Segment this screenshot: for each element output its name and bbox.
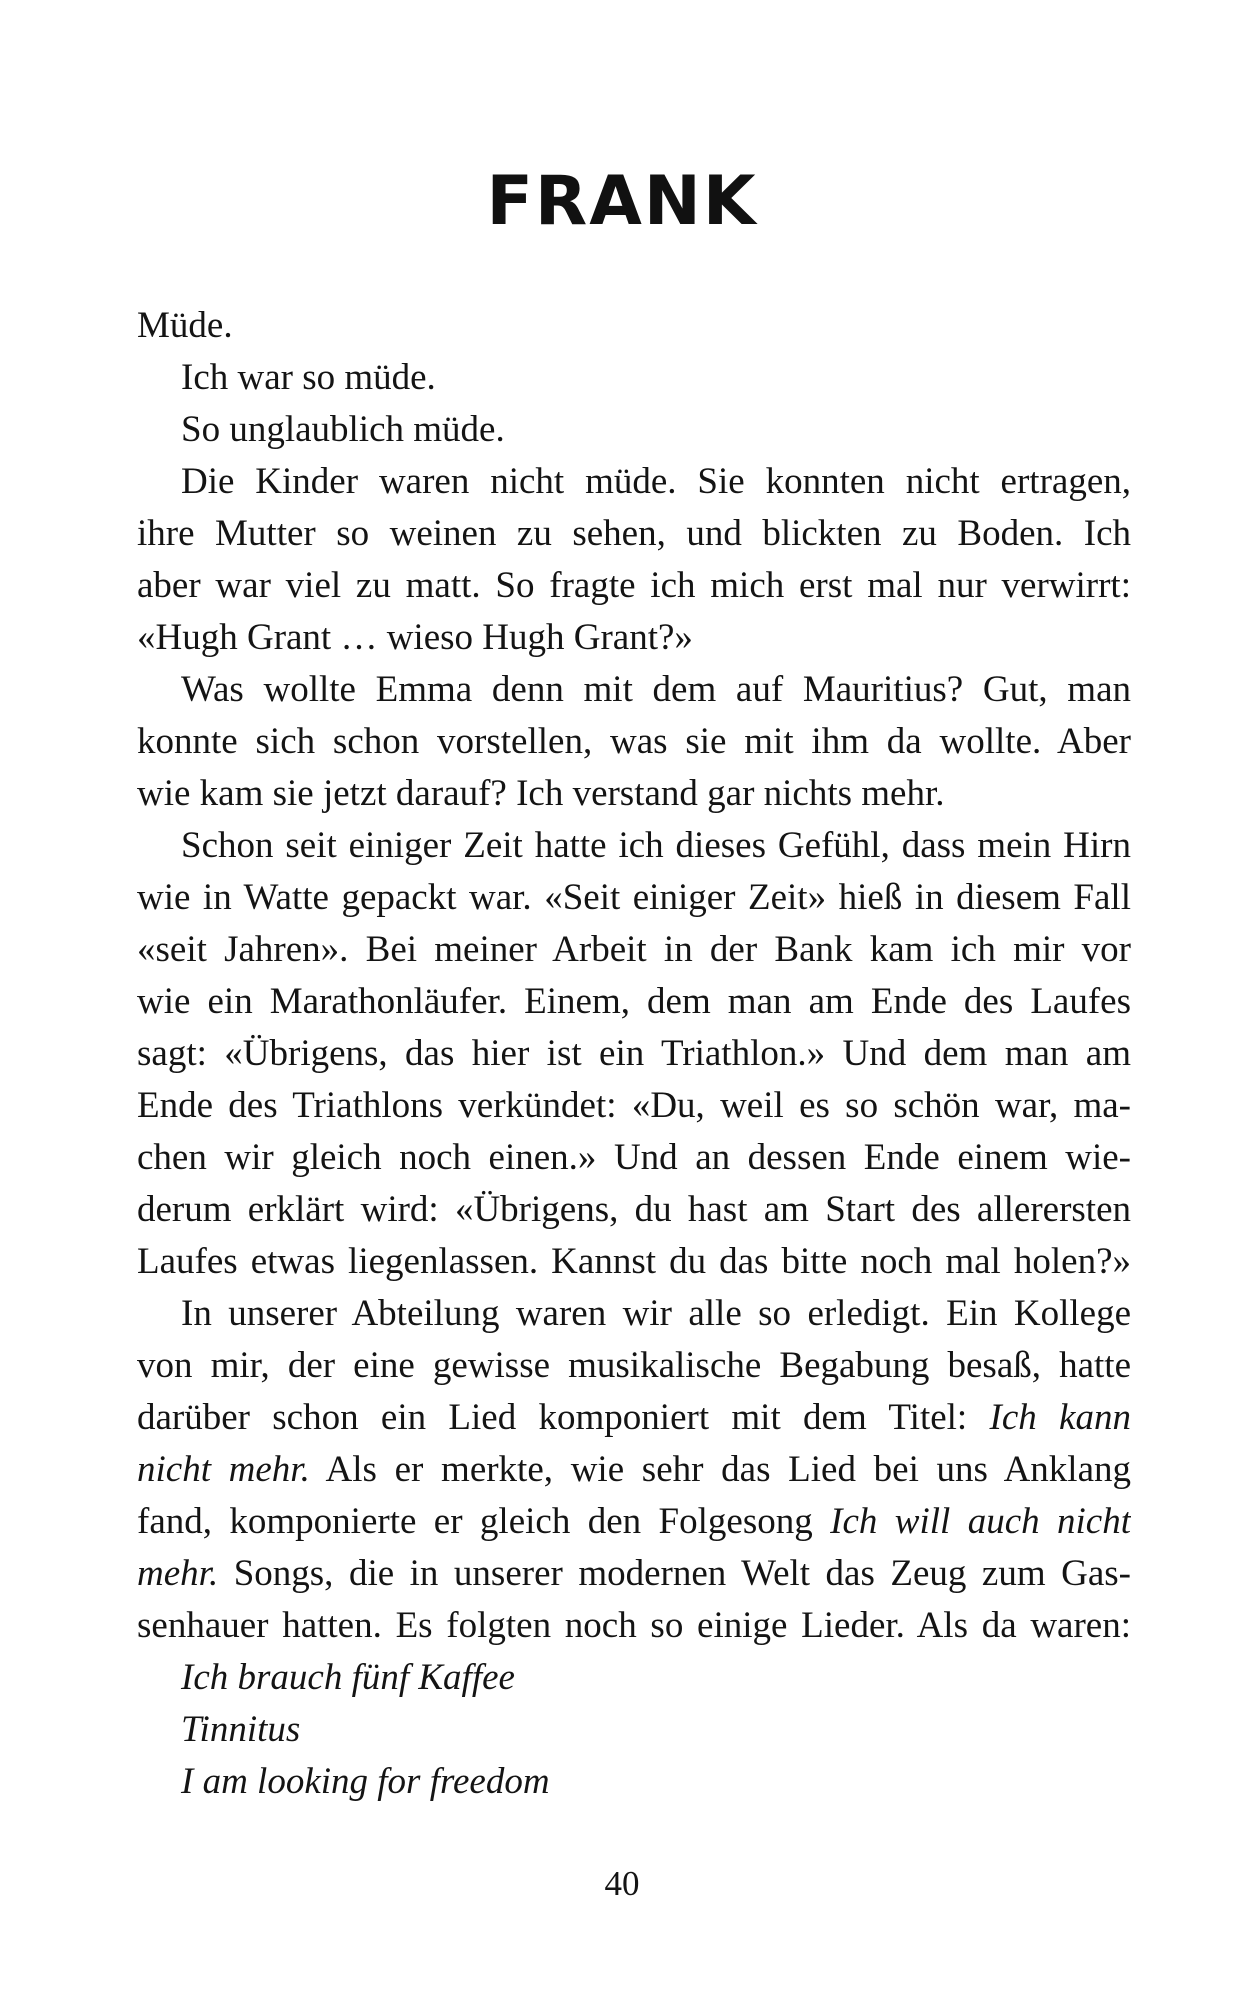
text-line xyxy=(137,1652,1131,1704)
text-segment: darüber schon ein Lied komponiert mit dem Titel: xyxy=(137,1397,990,1438)
italic-text-segment: I am looking for freedom xyxy=(181,1761,550,1802)
text-line xyxy=(137,612,1131,664)
text-line xyxy=(137,1132,1131,1184)
text-segment: wie in Watte gepackt war. «Seit einiger Zeit» hieß in diesem Fall xyxy=(137,877,1131,918)
text-segment: In unserer Abteilung waren wir alle so erledigt. Ein Kollege xyxy=(181,1293,1131,1334)
text-segment: wie kam sie jetzt darauf? Ich verstand gar nichts mehr. xyxy=(137,773,945,814)
text-line xyxy=(137,508,1131,560)
italic-text-segment: Ich brauch fünf Kaffee xyxy=(181,1657,515,1698)
text-line xyxy=(137,1288,1131,1340)
italic-text-segment: mehr. xyxy=(137,1553,219,1594)
text-line xyxy=(137,404,1131,456)
text-line xyxy=(137,1600,1131,1652)
text-segment: Müde. xyxy=(137,305,233,346)
text-segment: Songs, die in unserer modernen Welt das Zeug zum Gas- xyxy=(218,1553,1131,1594)
text-line xyxy=(137,768,1131,820)
body-text xyxy=(137,300,1131,1808)
text-segment: So unglaublich müde. xyxy=(181,409,505,450)
text-segment: derum erklärt wird: «Übrigens, du hast am Start des allerersten xyxy=(137,1189,1131,1230)
text-line xyxy=(137,1444,1131,1496)
text-segment: chen wir gleich noch einen.» Und an dessen Ende einem wie- xyxy=(137,1137,1131,1178)
text-line xyxy=(137,924,1131,976)
text-segment: Die Kinder waren nicht müde. Sie konnten nicht ertragen, xyxy=(181,461,1131,502)
text-line xyxy=(137,1184,1131,1236)
text-line xyxy=(137,456,1131,508)
text-line xyxy=(137,1756,1131,1808)
text-line xyxy=(137,352,1131,404)
text-segment: sagt: «Übrigens, das hier ist ein Triathlon.» Und dem man am xyxy=(137,1033,1131,1074)
text-line xyxy=(137,872,1131,924)
text-segment: aber war viel zu matt. So fragte ich mich erst mal nur verwirrt: xyxy=(137,565,1131,606)
text-segment: Ich war so müde. xyxy=(181,357,436,398)
text-line xyxy=(137,1704,1131,1756)
text-line xyxy=(137,1028,1131,1080)
text-segment: «seit Jahren». Bei meiner Arbeit in der Bank kam ich mir vor xyxy=(137,929,1131,970)
text-line xyxy=(137,1236,1131,1288)
text-segment: ihre Mutter so weinen zu sehen, und blickten zu Boden. Ich xyxy=(137,513,1131,554)
italic-text-segment: Ich kann xyxy=(989,1397,1131,1438)
text-segment: Ende des Triathlons verkündet: «Du, weil es so schön war, ma- xyxy=(137,1085,1131,1126)
text-line xyxy=(137,1496,1131,1548)
text-segment: Laufes etwas liegenlassen. Kannst du das bitte noch mal holen?» xyxy=(137,1241,1131,1282)
page-number: 40 xyxy=(604,1864,640,1903)
text-segment: Schon seit einiger Zeit hatte ich dieses Gefühl, dass mein Hirn xyxy=(181,825,1131,866)
text-line xyxy=(137,976,1131,1028)
text-line xyxy=(137,300,1131,352)
text-line xyxy=(137,1340,1131,1392)
text-line xyxy=(137,664,1131,716)
text-segment: wie ein Marathonläufer. Einem, dem man am Ende des Laufes xyxy=(137,981,1131,1022)
text-segment: Was wollte Emma denn mit dem auf Mauritius? Gut, man xyxy=(181,669,1131,710)
chapter-title: FRANK xyxy=(486,162,758,241)
text-line xyxy=(137,1080,1131,1132)
italic-text-segment: Tinnitus xyxy=(181,1709,301,1750)
text-line xyxy=(137,716,1131,768)
text-segment: von mir, der eine gewisse musikalische Begabung besaß, hatte xyxy=(137,1345,1131,1386)
text-line xyxy=(137,560,1131,612)
italic-text-segment: Ich will auch nicht xyxy=(830,1501,1131,1542)
text-segment: «Hugh Grant … wieso Hugh Grant?» xyxy=(137,617,693,658)
text-segment: Als er merkte, wie sehr das Lied bei uns Anklang xyxy=(309,1449,1131,1490)
text-segment: senhauer hatten. Es folgten noch so einige Lieder. Als da waren: xyxy=(137,1605,1131,1646)
italic-text-segment: nicht mehr. xyxy=(137,1449,310,1490)
text-line xyxy=(137,820,1131,872)
text-line xyxy=(137,1548,1131,1600)
text-segment: fand, komponierte er gleich den Folgesong xyxy=(137,1501,831,1542)
text-segment: konnte sich schon vorstellen, was sie mit ihm da wollte. Aber xyxy=(137,721,1131,762)
text-line xyxy=(137,1392,1131,1444)
